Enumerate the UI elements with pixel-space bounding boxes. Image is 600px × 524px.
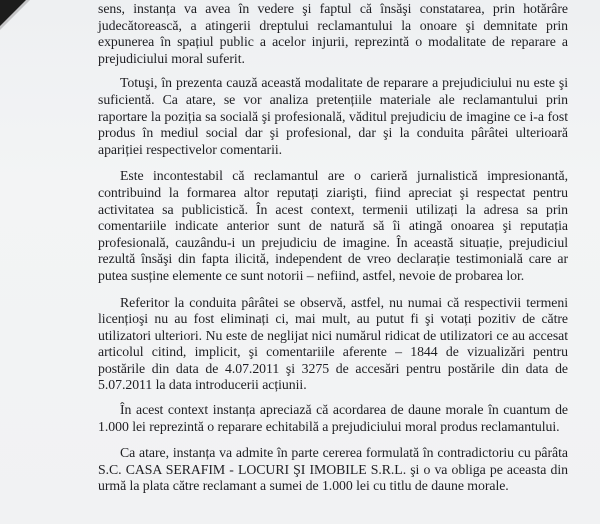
document-body xyxy=(98,0,568,495)
paragraph-spacer xyxy=(98,435,568,445)
paragraph-6: Ca atare, instanța va admite în parte cererea formulată în contradictoriu cu pârâta S.C. CASA SERAFIM - LOCURI ŞI IMOBILE S.R.L. şi o va obliga pe aceasta din urmă la plata către reclamant a sumei de 1.000 lei cu titlu de daune morale. xyxy=(98,445,568,494)
paragraph-4: Referitor la conduita pârâtei se observă, astfel, nu numai că respectivii termeni licențioşi nu au fost eliminați ci, mai mult, au putut fi şi votați pozitiv de către utilizatori ulteriori. Nu este de neglijat nici numărul ridicat de utilizatori ce au accesat articolul citind, implicit, şi comentariile aferente – 1844 de vizualizări pentru postările din data de 4.07.2011 şi 3275 de accesări pentru postările din data de 5.07.2011 la data introducerii acțiunii. xyxy=(98,294,568,393)
paragraph-1: sens, instanța va avea în vedere şi faptul că însăşi constatarea, prin hotărâre judecătorească, a atingerii dreptului reclamantului la onoare şi demnitate prin expunerea în spațiul public a acelor injurii, reprezintă o modalitate de reparare a prejudiciului moral suferit. xyxy=(98,1,568,66)
folded-corner xyxy=(0,0,26,26)
paragraph-5: În acest context instanța apreciază că acordarea de daune morale în cuantum de 1.000 lei reprezintă o reparare echitabilă a prejudiciului moral produs reclamantului. xyxy=(98,402,568,434)
paragraph-3: Este incontestabil că reclamantul are o carieră jurnalistică impresionantă, contribuind la formarea altor reputați ziarişti, fiind apreciat şi respectat pentru activitatea sa publicistică. În acest context, termenii utilizați la adresa sa prin comentariile indicate anterior sunt de natură să îi atingă onoarea şi reputația profesională, cauzându-i un prejudiciu de imagine. În această situație, prejudiciul rezultă însăşi din fapta ilicită, independent de vreo declarație testimonială care ar putea susține elemente ce sunt notorii – nefiind, astfel, nevoie de probarea lor. xyxy=(98,168,568,283)
paragraph-spacer xyxy=(98,394,568,402)
paragraph-spacer xyxy=(98,158,568,168)
paragraph-2: Totuşi, în prezenta cauză această modalitate de reparare a prejudiciului nu este şi suficientă. Ca atare, se vor analiza pretențiile materiale ale reclamantului prin raportare la poziția sa socială şi profesională, văditul prejudiciu de imagine ce i-a fost produs în mediul social dar şi profesional, dar şi la conduita pârâtei ulterioară apariției respectivelor comentarii. xyxy=(98,75,568,157)
paragraph-spacer xyxy=(98,67,568,75)
paragraph-spacer xyxy=(98,285,568,295)
